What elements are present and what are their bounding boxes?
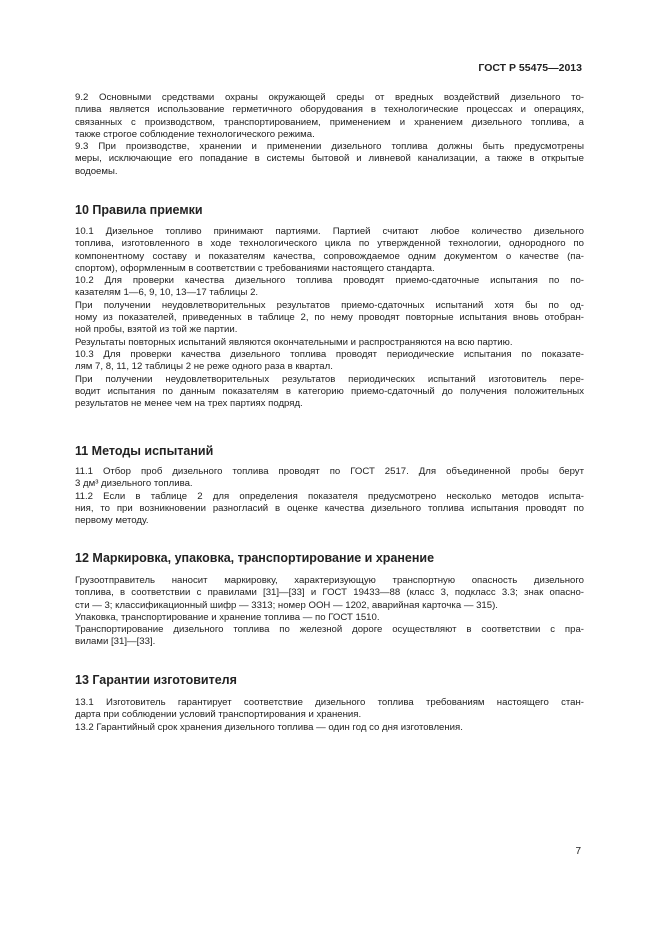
section-10-heading: 10 Правила приемки	[75, 203, 203, 217]
paragraph-line: 10.3 Для проверки качества дизельного топлива проводят периодические испытания по показате-	[75, 348, 584, 360]
paragraph-line: дарта при соблюдении условий транспортирования и хранения.	[75, 709, 362, 721]
page-number: 7	[575, 846, 581, 857]
section-10-text	[75, 226, 584, 410]
paragraph-line: результатов не менее чем на трех партиях подряд.	[75, 398, 303, 410]
paragraph-line: 9.3 При производстве, хранении и применении дизельного топлива должны быть предусмотрены	[75, 141, 584, 153]
paragraph-line: Грузоотправитель наносит маркировку, характеризующую транспортную опасность дизельного	[75, 575, 584, 586]
paragraph-line: вилами [31]—[33].	[75, 636, 156, 648]
paragraph-line: 11.2 Если в таблице 2 для определения показателя предусмотрено несколько методов испыта-	[75, 490, 584, 502]
paragraph-line: лям 7, 8, 11, 12 таблицы 2 не реже одного раза в квартал.	[75, 361, 333, 373]
paragraph-line: также строгое соблюдение технологического режима.	[75, 128, 315, 140]
paragraph-line: 3 дм³ дизельного топлива.	[75, 478, 193, 490]
paragraph-line: связанных с производством, транспортированием, применением и хранением дизельного топлива, а	[75, 116, 584, 128]
paragraph-line: компонентному составу и показателям качества, сопровождаемое одним документом о качестве (па-	[75, 250, 584, 262]
paragraph-line: спортом), оформленным в соответствии с требованиями настоящего стандарта.	[75, 262, 435, 274]
section-13-text	[75, 697, 584, 734]
paragraph-line: При получении неудовлетворительных результатов периодических испытаний изготовитель пере-	[75, 373, 584, 385]
paragraph-line: первому методу.	[75, 515, 149, 527]
paragraph-line: казателям 1—6, 9, 10, 13—17 таблицы 2.	[75, 287, 259, 299]
paragraph-line: ния, то при возникновении разногласий в оценке качества дизельного топлива испытания проводят по	[75, 502, 584, 514]
paragraph-line: 10.2 Для проверки качества дизельного топлива проводят приемо-сдаточные испытания по по-	[75, 275, 584, 287]
paragraph-line: водит испытания по данным показателям в категорию приемо-сдаточный до получения положительных	[75, 385, 584, 397]
section-13-heading: 13 Гарантии изготовителя	[75, 673, 237, 687]
text: 9.2 Основными средствами охраны окружающей среды от вредных воздействий дизельного то-	[75, 92, 584, 103]
section-9-text	[75, 92, 584, 178]
section-11-text	[75, 466, 584, 527]
paragraph-line: Результаты повторных испытаний являются окончательными и распространяются на всю партию.	[75, 336, 513, 348]
paragraph-line: 10.1 Дизельное топливо принимают партиями. Партией считают любое количество дизельного	[75, 226, 584, 237]
section-11-heading: 11 Методы испытаний	[75, 444, 214, 458]
paragraph-line: При получении неудовлетворительных результатов приемо-сдаточных испытаний хотя бы по од-	[75, 299, 584, 311]
paragraph-line: 13.1 Изготовитель гарантирует соответствие дизельного топлива требованиям настоящего стан-	[75, 697, 584, 708]
paragraph-line: Упаковка, транспортирование и хранение топлива — по ГОСТ 1510.	[75, 611, 380, 623]
paragraph-line: меры, исключающие его попадание в системы бытовой и ливневой канализации, а также в открытые	[75, 153, 584, 165]
document-header: ГОСТ Р 55475—2013	[478, 62, 582, 74]
section-12-heading: 12 Маркировка, упаковка, транспортирование и хранение	[75, 551, 435, 565]
paragraph-line: топлива, изготовленного в ходе технологического цикла по утвержденной технологии, однородного по	[75, 238, 584, 250]
paragraph-line: топлива, в соответствии с правилами [31]—[33] и ГОСТ 19433—88 (класс 3, подкласс 3.3; знак опасно-	[75, 587, 584, 599]
paragraph-line: Транспортирование дизельного топлива по железной дороге осуществляют в соответствии с пра-	[75, 624, 584, 636]
paragraph-line: 11.1 Отбор проб дизельного топлива проводят по ГОСТ 2517. Для объединенной пробы берут	[75, 466, 584, 477]
paragraph-line: 13.2 Гарантийный срок хранения дизельного топлива — один год со дня изготовления.	[75, 721, 463, 733]
paragraph-line	[75, 92, 584, 104]
paragraph-line: сти — 3; классификационный шифр — 3313; номер ООН — 1202, аварийная карточка — 315).	[75, 599, 498, 611]
paragraph-line: плива является использование герметичного оборудования в технологические процессах и операциях,	[75, 104, 584, 116]
section-12-text	[75, 575, 584, 649]
paragraph-line: ной пробы, взятой из той же партии.	[75, 324, 238, 336]
paragraph-line: ному из показателей, приведенных в таблице 2, по нему проводят повторные испытания вновь отобран-	[75, 312, 584, 324]
paragraph-line: водоемы.	[75, 165, 118, 177]
